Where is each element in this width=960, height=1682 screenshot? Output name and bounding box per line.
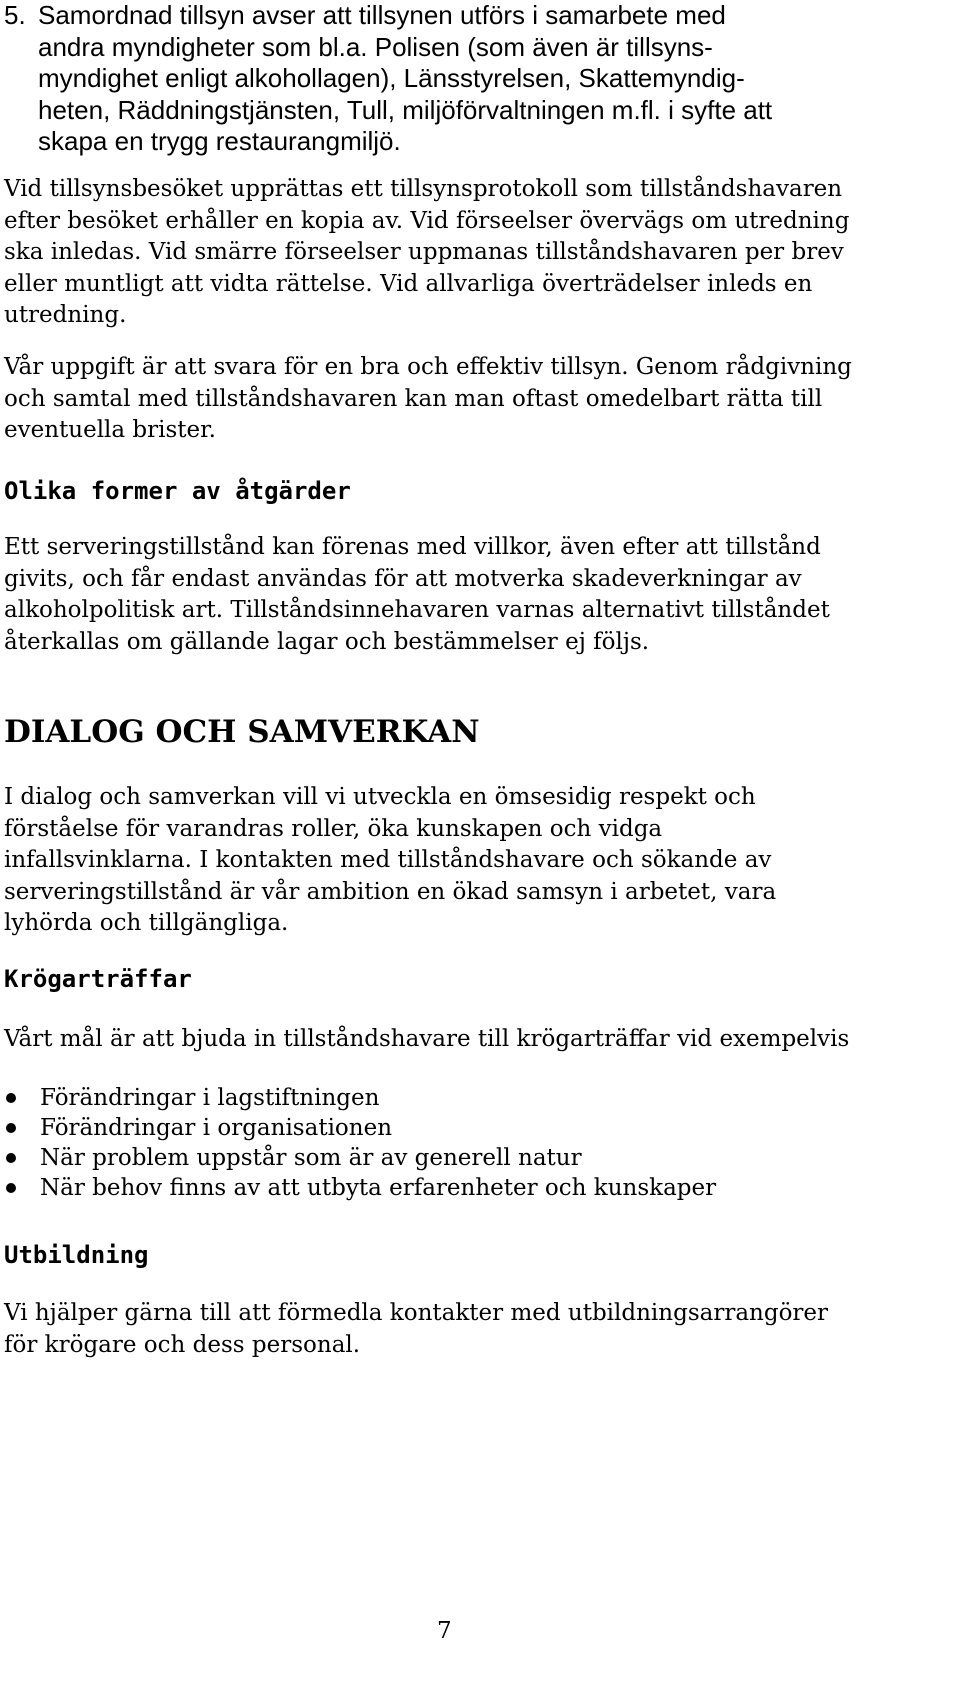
bullet-icon [6,1183,16,1193]
bullet-icon [6,1123,16,1133]
bullet-icon [6,1093,16,1103]
section-heading: Krögarträffar [4,965,192,993]
bullet-icon [6,1153,16,1163]
text-line: efter besöket erhåller en kopia av. Vid förseelser övervägs om utredning [4,207,850,234]
list-item [4,1143,716,1173]
heading-olika-former [4,476,351,506]
text-line: myndighet enligt alkohollagen), Länsstyrelsen, Skattemyndig- [38,63,745,93]
paragraph [4,1298,828,1361]
text-line: återkallas om gällande lagar och bestämmelser ej följs. [4,628,650,655]
text-line: Samordnad tillsyn avser att tillsynen utförs i samarbete med [38,0,726,30]
text-line: skapa en trygg restaurangmiljö. [38,126,401,156]
heading-utbildning [4,1240,149,1270]
paragraph [4,782,776,940]
list-item-text: När problem uppstår som är av generell natur [40,1145,582,1171]
text-line: för krögare och dess personal. [4,1331,361,1358]
text-line: Ett serveringstillstånd kan förenas med villkor, även efter att tillstånd [4,534,821,560]
paragraph: Vårt mål är att bjuda in tillståndshavare till krögarträffar vid exempelvis [4,1026,850,1052]
list-item-text: Förändringar i lagstiftningen [40,1085,380,1111]
bullet-list [4,1083,716,1203]
numbered-item-5 [4,0,772,158]
text-line: heten, Räddningstjänsten, Tull, miljöförvaltningen m.fl. i syfte att [38,94,773,125]
text-line: eventuella brister. [4,417,216,443]
paragraph-krogartraffar [4,1024,849,1056]
list-item-text: Förändringar i organisationen [40,1115,393,1141]
paragraph [4,532,830,658]
section-heading: Olika former av åtgärder [4,477,351,505]
text-line: förståelse för varandras roller, öka kunskapen och vidga [4,815,663,842]
section-heading: Utbildning [4,1241,149,1269]
list-item [4,1113,716,1143]
text-line: utredning. [4,302,127,328]
text-line: infallsvinklarna. I kontakten med tillståndshavare och sökande av [4,847,772,873]
text-line: Vår uppgift är att svara för en bra och effektiv tillsyn. Genom rådgivning [4,354,852,380]
text-line: andra myndigheter som bl.a. Polisen (som även är tillsyns- [38,31,713,62]
text-line: och samtal med tillståndshavaren kan man oftast omedelbart rätta till [4,385,823,412]
paragraph [4,174,849,332]
text-line: Vid tillsynsbesöket upprättas ett tillsynsprotokoll som tillståndshavaren [4,176,843,202]
paragraph-utbildning [4,1298,828,1361]
text-line: Vi hjälper gärna till att förmedla kontakter med utbildningsarrangörer [4,1300,829,1326]
paragraph-atgarder [4,532,830,658]
paragraph-var-uppgift [4,352,852,447]
text-line: ska inledas. Vid smärre förseelser uppmanas tillståndshavaren per brev [4,239,844,265]
item-text [38,0,772,158]
list-item [4,1173,716,1203]
section-heading: DIALOG OCH SAMVERKAN [4,714,480,750]
bullet-list-krogartraffar [4,1083,716,1203]
text-line: serveringstillstånd är vår ambition en ökad samsyn i arbetet, vara [4,878,777,905]
text-line: lyhörda och tillgängliga. [4,910,289,936]
heading-dialog-och-samverkan [4,714,480,750]
paragraph [4,352,852,447]
paragraph-dialog [4,782,776,940]
text-line: eller muntligt att vidta rättelse. Vid allvarliga överträdelser inleds en [4,270,813,297]
heading-krogartraffar [4,964,192,994]
paragraph-tillsynsprotokoll [4,174,849,332]
item-number: 5. [4,0,26,30]
text-line: I dialog och samverkan vill vi utveckla en ömsesidig respekt och [4,784,756,810]
text-line: alkoholpolitisk art. Tillståndsinnehavaren varnas alternativt tillståndet [4,597,830,623]
list-item [4,1083,716,1113]
list-item-text: När behov finns av att utbyta erfarenheter och kunskaper [40,1175,717,1201]
page-number: 7 [437,1618,452,1644]
text-line: givits, och får endast användas för att motverka skadeverkningar av [4,565,802,592]
